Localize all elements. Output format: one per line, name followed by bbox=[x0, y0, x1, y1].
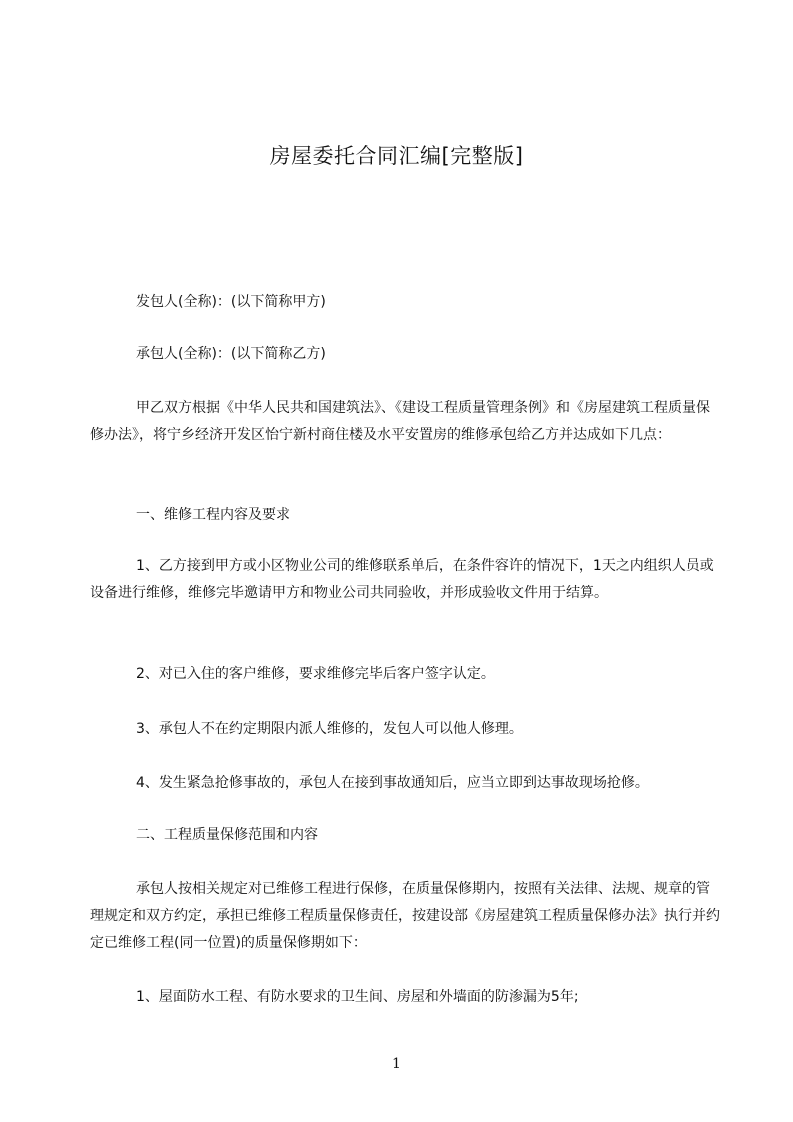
clause-1-3: 3、承包人不在约定期限内派人维修的，发包人可以他人修理。 bbox=[136, 721, 523, 737]
clause-1-1: 1、乙方接到甲方或小区物业公司的维修联系单后，在条件容许的情况下，1天之内组织人员或设备进行维修，维修完毕邀请甲方和物业公司共同验收，并形成验收文件用于结算。 bbox=[90, 558, 714, 601]
section-heading-2: 二、工程质量保修范围和内容 bbox=[136, 827, 318, 843]
clause-1-2: 2、对已入住的客户维修，要求维修完毕后客户签字认定。 bbox=[136, 666, 495, 682]
clause-1-4: 4、发生紧急抢修事故的，承包人在接到事故通知后，应当立即到达事故现场抢修。 bbox=[136, 775, 649, 791]
agreement-intro-paragraph: 甲乙双方根据《中华人民共和国建筑法》、《建设工程质量管理条例》和《房屋建筑工程质量保修办法》，将宁乡经济开发区怡宁新村商住楼及水平安置房的维修承包给乙方并达成如下几点： bbox=[90, 400, 710, 443]
clause-2-1: 1、屋面防水工程、有防水要求的卫生间、房屋和外墙面的防渗漏为5年; bbox=[136, 989, 579, 1005]
document-title: 房屋委托合同汇编[完整版] bbox=[269, 144, 524, 168]
party-b-line: 承包人(全称)：(以下简称乙方) bbox=[136, 346, 326, 362]
warranty-paragraph: 承包人按相关规定对已维修工程进行保修，在质量保修期内，按照有关法律、法规、规章的管理规定和双方约定，承担已维修工程质量保修责任，按建设部《房屋建筑工程质量保修办法》执行并约定已维修工程(同一位置)的质量保修期如下： bbox=[90, 881, 720, 951]
party-a-line: 发包人(全称)：(以下简称甲方) bbox=[136, 294, 326, 310]
section-heading-1: 一、维修工程内容及要求 bbox=[136, 507, 290, 523]
page-number: 1 bbox=[392, 1056, 401, 1072]
